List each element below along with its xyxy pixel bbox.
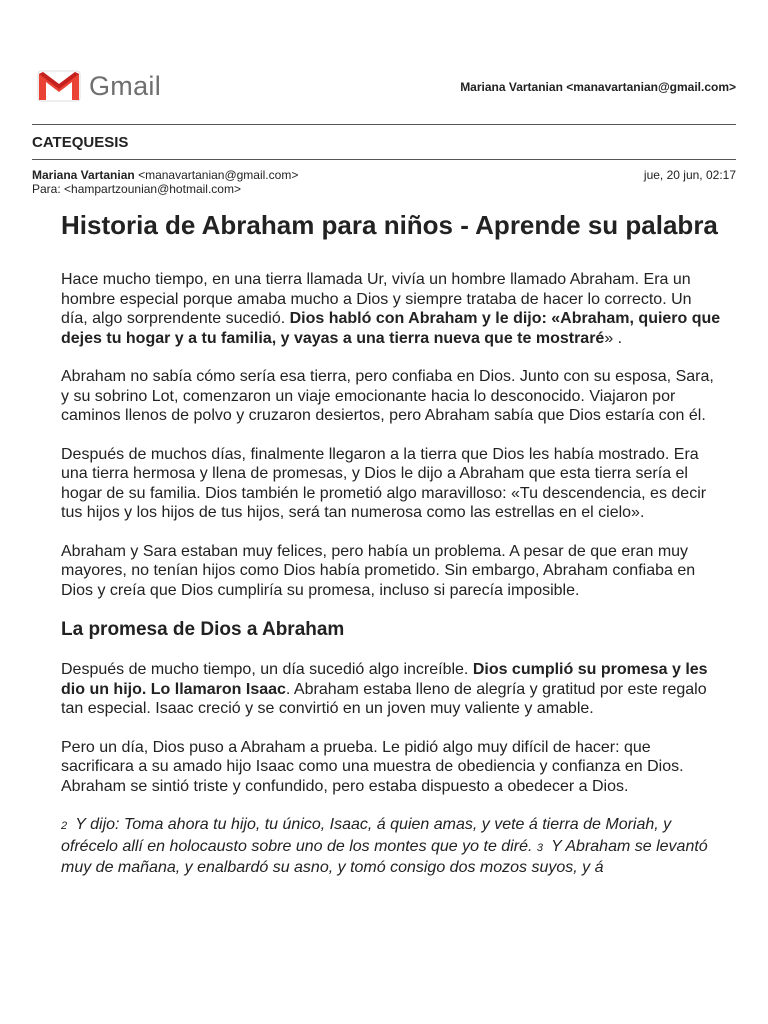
email-subject: CATEQUESIS: [32, 134, 129, 151]
article-title: Historia de Abraham para niños - Aprende su palabra: [61, 210, 718, 240]
paragraph-4: Abraham y Sara estaban muy felices, pero había un problema. A pesar de que eran muy mayores, no tenían hijos como Dios había prometido. Sin embargo, Abraham confiaba en Dios y creía que Dios cumpliría su promesa, incluso si parecía imposible.: [61, 542, 696, 599]
gmail-envelope-icon: [37, 70, 81, 102]
paragraph-1-end: » .: [604, 329, 623, 347]
sender-name: Mariana Vartanian: [32, 168, 135, 182]
paragraph-3: Después de muchos días, finalmente llegaron a la tierra que Dios les había mostrado. Era una tierra hermosa y llena de promesas, y Dios le dijo a Abraham que esta tierra sería el hogar de su familia. Dios también le prometió algo maravilloso: «Tu descendencia, es decir tus hijos y los hijos de tus hijos, será tan numerosa como las estrellas en el cielo».: [61, 445, 707, 521]
header-divider: [32, 124, 736, 125]
paragraph-6: Pero un día, Dios puso a Abraham a prueba. Le pidió algo muy difícil de hacer: que sacrificara a su amado hijo Isaac como una muestra de obediencia y confianza en Dios. Abraham se sintió triste y confundido, pero estaba dispuesto a obedecer a Dios.: [61, 738, 684, 795]
verse-number-1: 2: [61, 820, 68, 832]
paragraph-5-bold: Dios cumplió su promesa y les dio un hijo. Lo llamaron Isaac: [61, 661, 708, 698]
verse-number-2: 3: [536, 841, 543, 854]
account-label: Mariana Vartanian <manavartanian@gmail.com>: [460, 80, 736, 94]
recipient: Para: <hampartzounian@hotmail.com>: [32, 182, 241, 196]
sender: [32, 168, 298, 182]
paragraph-1-bold: Dios habló con Abraham y le dijo: «Abraham, quiero que dejes tu hogar y a tu familia, y vayas a una tierra nueva que te mostraré: [61, 310, 721, 347]
email-body: [61, 207, 721, 878]
verse-text-2: Y Abraham se levantó muy de mañana, y enalbardó su asno, y tomó consigo dos mozos suyos, y á: [61, 837, 708, 876]
sender-email: <manavartanian@gmail.com>: [138, 168, 299, 182]
paragraph-1: [61, 270, 721, 348]
paragraph-5-end: . Abraham estaba lleno de alegría y gratitud por este regalo tan especial. Isaac creció y se convirtió en un joven muy valiente y amable.: [61, 680, 707, 717]
bible-verse: [61, 815, 721, 878]
gmail-wordmark: Gmail: [89, 70, 162, 101]
email-date: jue, 20 jun, 02:17: [643, 168, 736, 182]
verse-text-1: Y dijo: Toma ahora tu hijo, tu único, Isaac, á quien amas, y vete á tierra de Moriah, y ofrécelo allí en holocausto sobre uno de los montes que yo te diré.: [61, 816, 672, 855]
section-heading: La promesa de Dios a Abraham: [61, 619, 345, 640]
sender-row: [32, 168, 736, 182]
print-header: [0, 0, 768, 125]
subject-divider: [32, 159, 736, 160]
email-meta: [32, 168, 736, 196]
paragraph-5: [61, 660, 721, 719]
paragraph-2: Abraham no sabía cómo sería esa tierra, pero confiaba en Dios. Junto con su esposa, Sara, y su sobrino Lot, comenzaron un viaje emocionante hacia lo desconocido. Viajaron por caminos llenos de polvo y cruzaron desiertos, pero Abraham sabía que Dios estaría con él.: [61, 368, 714, 424]
paragraph-5-text: Después de mucho tiempo, un día sucedió algo increíble.: [61, 661, 473, 678]
gmail-logo: [37, 70, 161, 102]
paragraph-1-text: Hace mucho tiempo, en una tierra llamada Ur, vivía un hombre llamado Abraham. Era un hombre especial porque amaba mucho a Dios y siempre trataba de hacer lo correcto. Un día, algo sorprendente sucedió.: [61, 271, 692, 327]
